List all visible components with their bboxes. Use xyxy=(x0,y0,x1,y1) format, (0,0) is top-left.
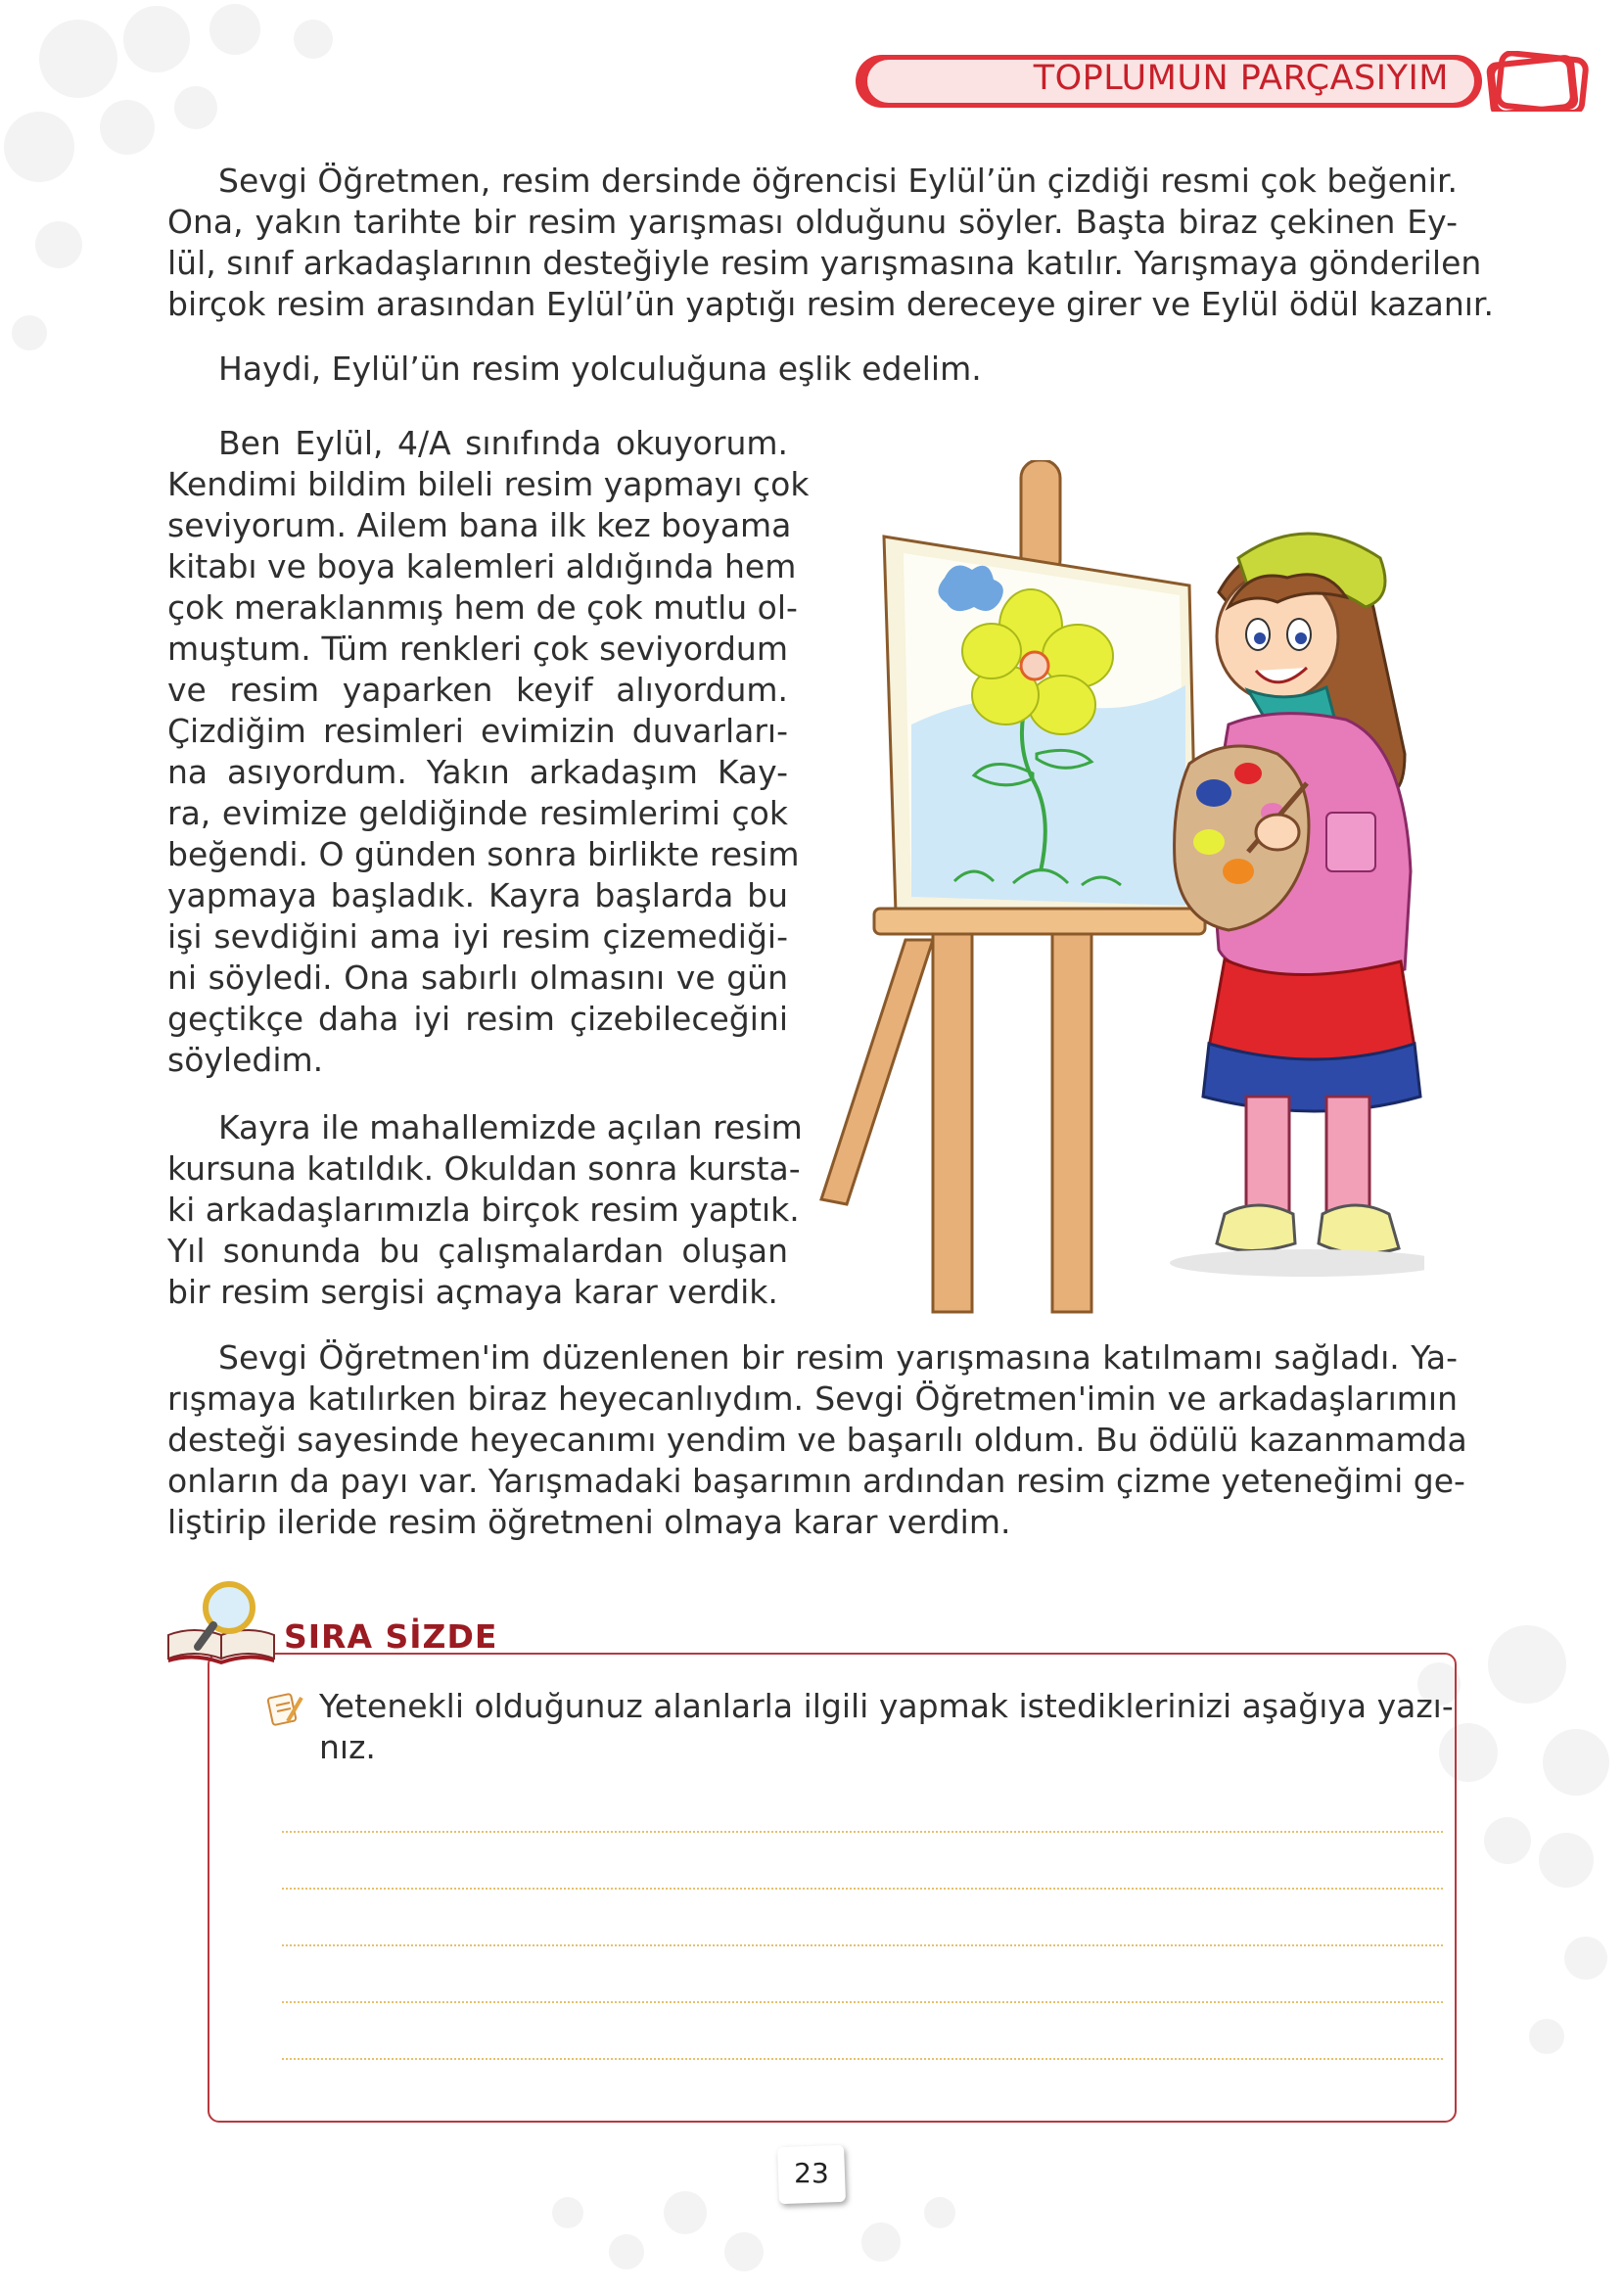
story-line: ni söyledi. Ona sabırlı olmasını ve gün xyxy=(167,958,788,997)
answer-line[interactable] xyxy=(282,1944,1443,1946)
story-line: liştirip ileride resim öğretmeni olmaya karar verdim. xyxy=(167,1503,1011,1541)
story-line: bir resim sergisi açmaya karar verdik. xyxy=(167,1273,778,1311)
story-line: Sevgi Öğretmen'im düzenlenen bir resim yarışmasına katılmamı sağladı. Ya- xyxy=(218,1338,1458,1377)
intro-line: lül, sınıf arkadaşlarının desteğiyle resim yarışmasına katılır. Yarışmaya gönderilen xyxy=(167,244,1482,282)
story-line: ve resim yaparken keyif alıyordum. xyxy=(167,671,788,709)
story-paragraph-2 xyxy=(167,1107,803,1313)
story-line: söyledim. xyxy=(167,1041,324,1079)
intro-line: Sevgi Öğretmen, resim dersinde öğrencisi Eylül’ün çizdiği resmi çok beğenir. xyxy=(218,162,1458,200)
story-line: na asıyordum. Yakın arkadaşım Kay- xyxy=(167,753,788,791)
intro-paragraph xyxy=(167,161,1494,325)
answer-line[interactable] xyxy=(282,1831,1443,1833)
invite-line xyxy=(218,349,1099,390)
story-line: Ben Eylül, 4/A sınıfında okuyorum. xyxy=(218,424,788,462)
task-prompt-line: Yetenekli olduğunuz alanlarla ilgili yapmak istediklerinizi aşağıya yazı- xyxy=(319,1687,1454,1725)
invite-text: Haydi, Eylül’ün resim yolculuğuna eşlik edelim. xyxy=(218,350,982,388)
answer-line[interactable] xyxy=(282,1888,1443,1890)
task-prompt xyxy=(319,1686,1455,1768)
story-line: desteği sayesinde heyecanımı yendim ve başarılı oldum. Bu ödülü kazanmamda xyxy=(167,1421,1467,1459)
story-line: ki arkadaşlarımızla birçok resim yaptık. xyxy=(167,1191,800,1229)
page-number: 23 xyxy=(794,2157,829,2189)
answer-line[interactable] xyxy=(282,2058,1443,2060)
story-line: Kayra ile mahallemizde açılan resim xyxy=(218,1108,803,1146)
story-line: onların da payı var. Yarışmadaki başarımın ardından resim çizme yeteneğimi ge- xyxy=(167,1462,1465,1500)
story-line: beğendi. O günden sonra birlikte resim xyxy=(167,835,800,873)
header-title: TOPLUMUN PARÇASIYIM xyxy=(1033,59,1449,98)
notepad-pencil-icon xyxy=(264,1688,305,1729)
story-line: işi sevdiğini ama iyi resim çizemediği- xyxy=(167,917,788,956)
story-line: muştum. Tüm renkleri çok seviyordum xyxy=(167,630,788,668)
answer-line[interactable] xyxy=(282,2001,1443,2003)
story-line: ra, evimize geldiğinde resimlerimi çok xyxy=(167,794,788,832)
story-line: rışmaya katılırken biraz heyecanlıydım. Sevgi Öğretmen'imin ve arkadaşlarımın xyxy=(167,1379,1458,1418)
story-line: kitabı ve boya kalemleri aldığında hem xyxy=(167,547,797,585)
intro-line: Ona, yakın tarihte bir resim yarışması olduğunu söyler. Başta biraz çekinen Ey- xyxy=(167,203,1458,241)
girl-painting-illustration xyxy=(817,460,1424,1317)
task-title: SIRA SİZDE xyxy=(284,1617,498,1656)
story-line: Kendimi bildim bileli resim yapmayı çok xyxy=(167,465,810,503)
magnifier-book-icon xyxy=(164,1578,282,1666)
story-line: çok meraklanmış hem de çok mutlu ol- xyxy=(167,588,798,627)
story-line: seviyorum. Ailem bana ilk kez boyama xyxy=(167,506,792,544)
story-line: kursuna katıldık. Okuldan sonra kursta- xyxy=(167,1149,801,1188)
story-line: Çizdiğim resimleri evimizin duvarları- xyxy=(167,712,788,750)
story-paragraph-3 xyxy=(167,1337,1467,1543)
story-line: geçtikçe daha iyi resim çizebileceğini xyxy=(167,1000,788,1038)
story-paragraph-1 xyxy=(167,423,810,1081)
story-line: Yıl sonunda bu çalışmalardan oluşan xyxy=(167,1232,788,1270)
task-prompt-line: nız. xyxy=(319,1728,376,1766)
intro-line: birçok resim arasından Eylül’ün yaptığı resim dereceye girer ve Eylül ödül kazanır. xyxy=(167,285,1494,323)
story-line: yapmaya başladık. Kayra başlarda bu xyxy=(167,876,788,914)
